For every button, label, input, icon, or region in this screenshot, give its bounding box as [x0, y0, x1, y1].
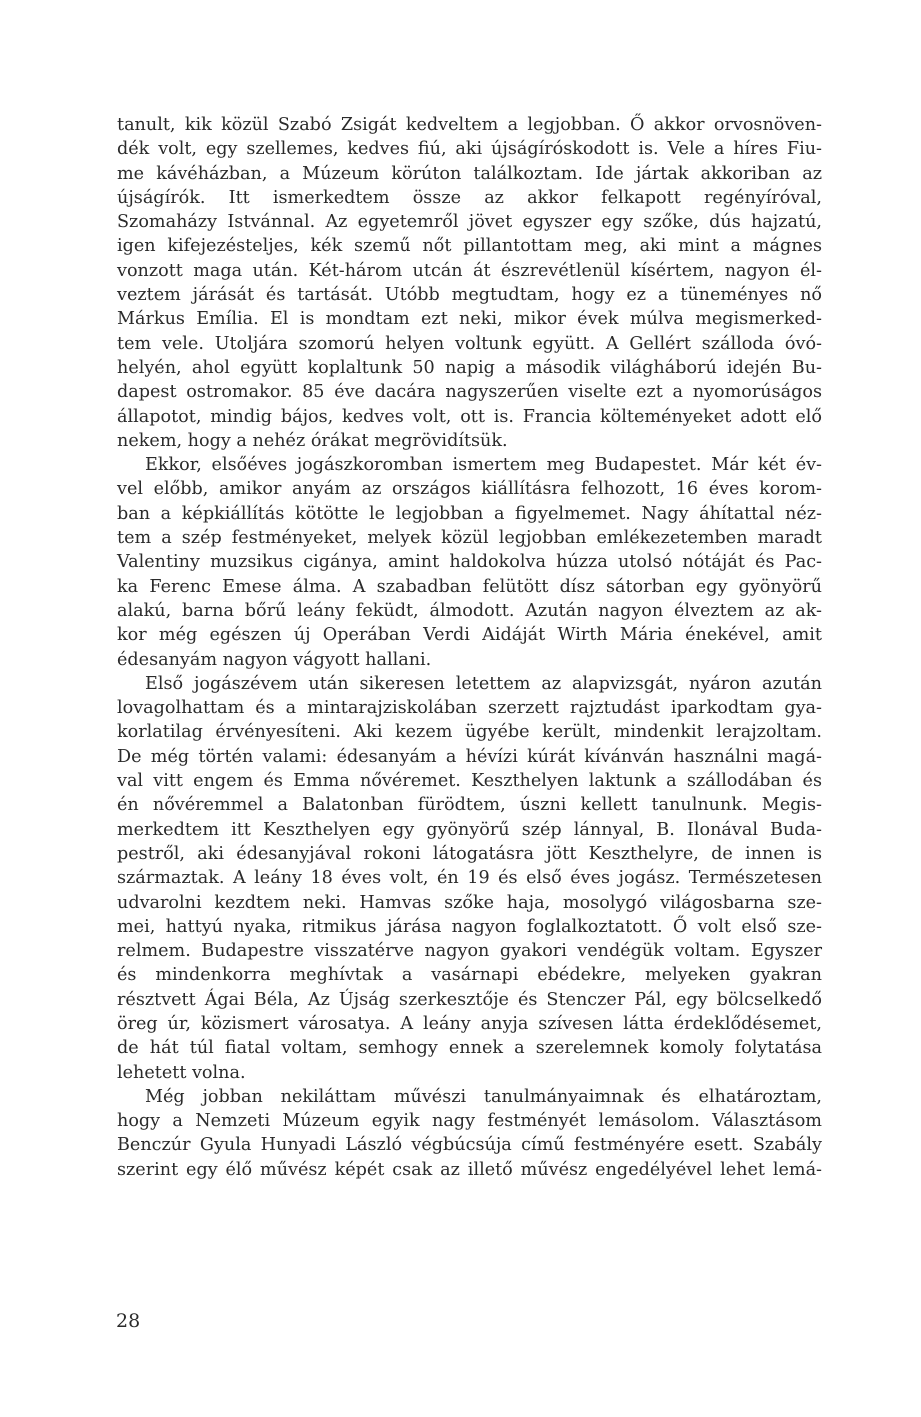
text-line: ban a képkiállítás kötötte le legjobban a figyelmemet. Nagy áhítattal néz-: [117, 503, 822, 524]
text-line: de hát túl fiatal voltam, semhogy ennek a szerelemnek komoly folytatása: [117, 1038, 822, 1059]
text-line: vonzott maga után. Két-három utcán át észrevétlenül kísértem, nagyon él-: [117, 260, 822, 281]
text-line: és mindenkorra meghívtak a vasárnapi ebédekre, melyeken gyakran: [117, 965, 822, 986]
paragraph-start-line: Első jogászévem után sikeresen letettem az alapvizsgát, nyáron azután: [145, 673, 822, 694]
text-line: ka Ferenc Emese álma. A szabadban felütött dísz sátorban egy gyönyörű: [117, 576, 822, 597]
text-line: helyén, ahol együtt koplaltunk 50 napig a második világháború idején Bu-: [117, 357, 822, 378]
text-line: De még történ valami: édesanyám a hévízi kúrát kívánván használni magá-: [117, 746, 822, 767]
text-line: szerint egy élő művész képét csak az illető művész engedélyével lehet lemá-: [117, 1159, 822, 1180]
text-line: lovagolhattam és a mintarajziskolában szerzett rajztudást iparkodtam gya-: [117, 698, 822, 719]
text-line: me kávéházban, a Múzeum körúton találkoztam. Ide jártak akkoriban az: [117, 163, 822, 184]
text-line: tem vele. Utoljára szomorú helyen voltunk együtt. A Gellért szálloda óvó-: [117, 333, 822, 354]
paragraph-start-line: Még jobban nekiláttam művészi tanulmányaimnak és elhatároztam,: [145, 1086, 822, 1107]
text-line: mei, hattyú nyaka, ritmikus járása nagyon foglalkoztatott. Ő volt első sze-: [117, 916, 822, 937]
text-line: tem a szép festményeket, melyek közül legjobban emlékezetemben maradt: [117, 528, 822, 549]
text-line: nekem, hogy a nehéz órákat megrövidítsük.: [117, 430, 508, 451]
text-line: öreg úr, közismert városatya. A leány anyja szívesen látta érdeklődésemet,: [117, 1013, 822, 1034]
text-line: résztvett Ágai Béla, Az Újság szerkesztője és Stenczer Pál, egy bölcselkedő: [117, 989, 822, 1010]
text-line: Szomaházy Istvánnal. Az egyetemről jövet egyszer egy szőke, dús hajzatú,: [117, 212, 822, 233]
text-line: vel előbb, amikor anyám az országos kiállításra felhozott, 16 éves korom-: [117, 479, 822, 500]
text-line: újságírók. Itt ismerkedtem össze az akkor felkapott regényíróval,: [117, 187, 822, 208]
text-line: Valentiny muzsikus cigánya, amint haldokolva húzza utolsó nótáját és Pac-: [117, 552, 822, 573]
text-line: én nővéremmel a Balatonban fürödtem, úszni kellett tanulnunk. Megis-: [117, 795, 822, 816]
text-line: merkedtem itt Keszthelyen egy gyönyörű szép lánnyal, B. Ilonával Buda-: [117, 819, 822, 840]
text-line: alakú, barna bőrű leány feküdt, álmodott. Azután nagyon élveztem az ak-: [117, 600, 822, 621]
text-line: korlatilag érvényesíteni. Aki kezem ügyébe került, mindenkit lerajzoltam.: [117, 722, 822, 743]
page-number: 28: [116, 1310, 141, 1332]
text-line: Márkus Emília. El is mondtam ezt neki, mikor évek múlva megismerked-: [117, 309, 822, 330]
text-line: veztem járását és tartását. Utóbb megtudtam, hogy ez a tüneményes nő: [117, 285, 822, 306]
text-line: tanult, kik közül Szabó Zsigát kedveltem a legjobban. Ő akkor orvosnöven-: [117, 115, 822, 135]
text-line: relmem. Budapestre visszatérve nagyon gyakori vendégük voltam. Egyszer: [117, 941, 822, 962]
text-line: val vitt engem és Emma nővéremet. Keszthelyen laktunk a szállodában és: [117, 771, 822, 792]
text-line: udvarolni kezdtem neki. Hamvas szőke haja, mosolygó világosbarna sze-: [117, 892, 822, 913]
text-line: származtak. A leány 18 éves volt, én 19 és első éves jogász. Természetesen: [117, 868, 822, 889]
text-line: édesanyám nagyon vágyott hallani.: [117, 649, 432, 670]
paragraph-start-line: Ekkor, elsőéves jogászkoromban ismertem meg Budapestet. Már két év-: [145, 455, 822, 476]
text-line: igen kifejezésteljes, kék szemű nőt pillantottam meg, aki mint a mágnes: [117, 236, 822, 257]
text-line: lehetett volna.: [117, 1062, 246, 1083]
text-line: hogy a Nemzeti Múzeum egyik nagy festményét lemásolom. Választásom: [117, 1111, 822, 1132]
text-line: Benczúr Gyula Hunyadi László végbúcsúja című festményére esett. Szabály: [117, 1135, 822, 1156]
text-line: pestről, aki édesanyjával rokoni látogatásra jött Keszthelyre, de innen is: [117, 843, 822, 864]
text-line: állapotot, mindig bájos, kedves volt, ott is. Francia költeményeket adott elő: [117, 406, 822, 427]
text-line: kor még egészen új Operában Verdi Aidáját Wirth Mária énekével, amit: [117, 625, 822, 646]
text-line: dapest ostromakor. 85 éve dacára nagyszerűen viselte ezt a nyomorúságos: [117, 382, 822, 403]
body-text: [117, 113, 822, 1182]
text-line: dék volt, egy szellemes, kedves fiú, aki újságíróskodott is. Vele a híres Fiu-: [117, 139, 822, 160]
